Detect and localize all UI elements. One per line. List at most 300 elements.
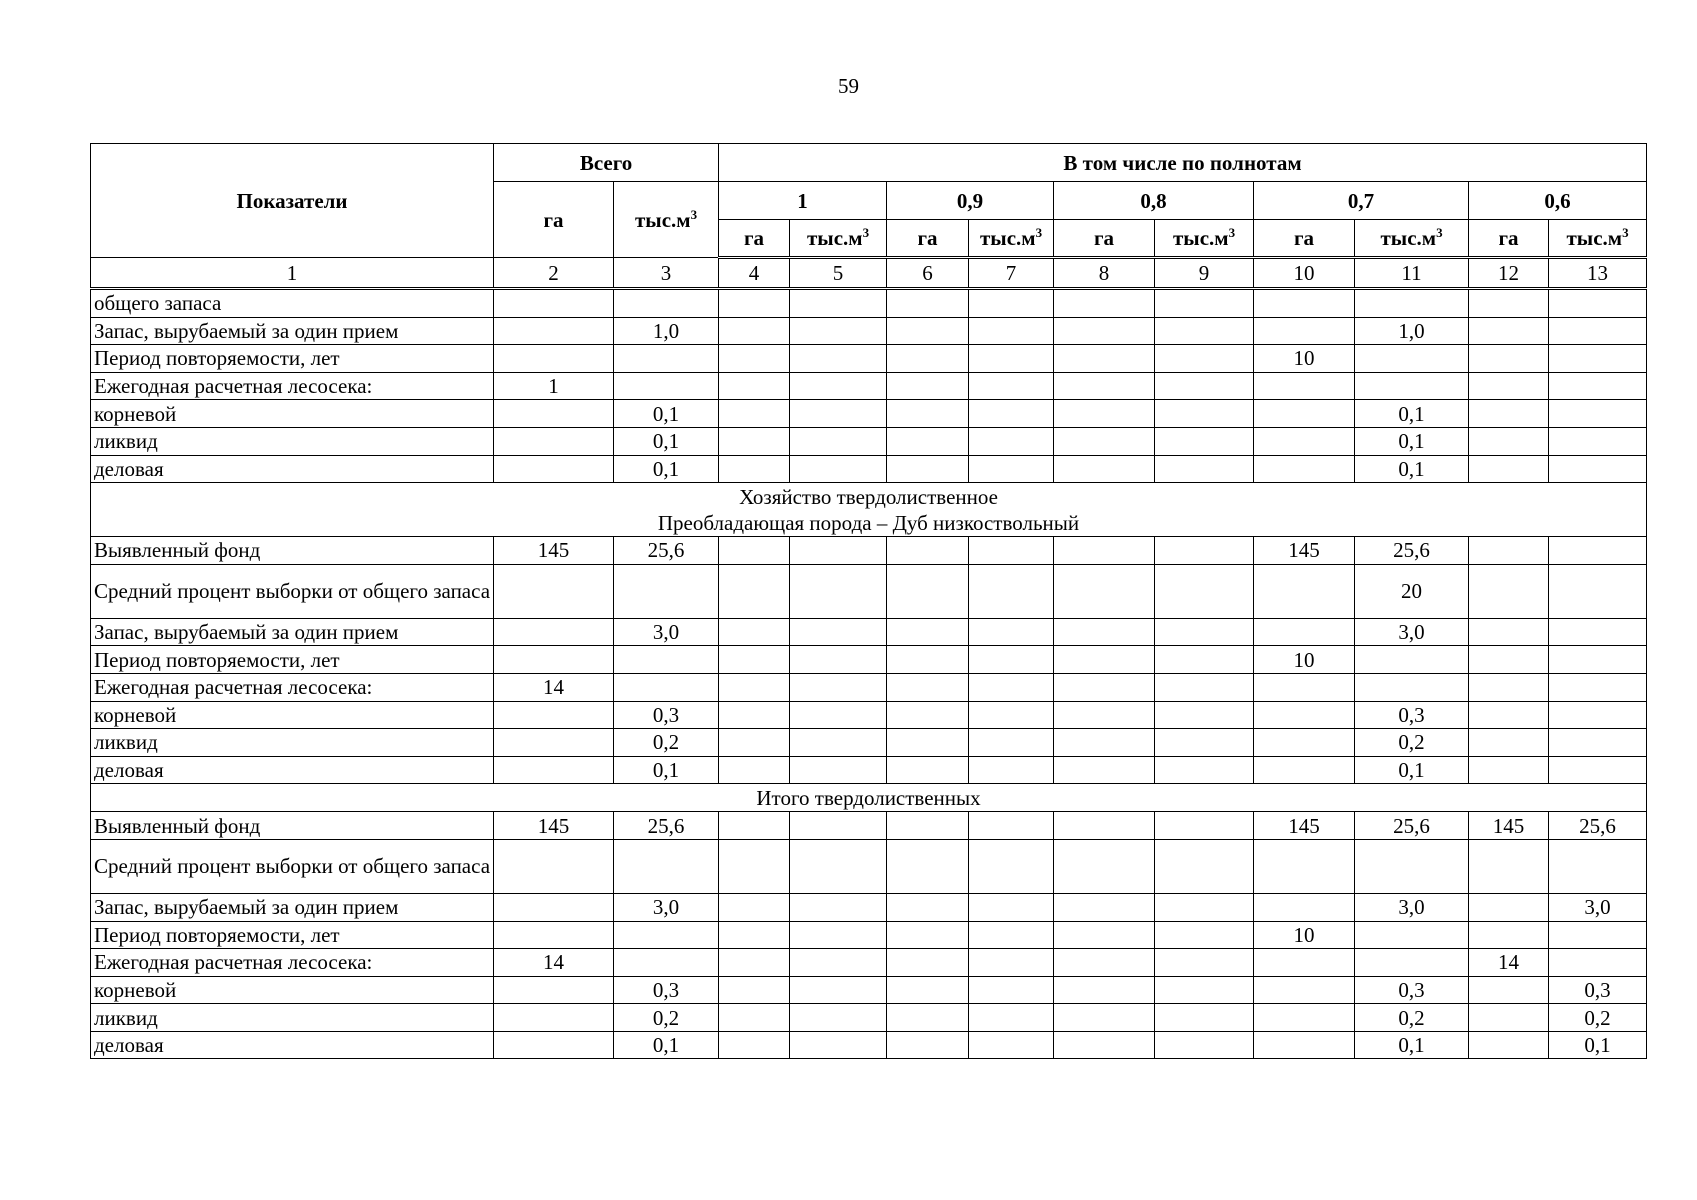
table-cell — [614, 921, 719, 949]
table-cell — [969, 345, 1054, 373]
unit-m3-header: $тыс.м^3$ — [1355, 220, 1469, 258]
table-cell — [790, 893, 887, 921]
table-cell — [1469, 729, 1549, 757]
table-cell — [1054, 646, 1155, 674]
table-cell — [790, 400, 887, 428]
column-number: 11 — [1355, 258, 1469, 289]
column-number: 7 — [969, 258, 1054, 289]
table-cell — [1469, 839, 1549, 893]
table-cell — [1549, 673, 1647, 701]
table-cell — [887, 839, 969, 893]
table-cell — [790, 729, 887, 757]
density-header: 0,9 — [887, 182, 1054, 220]
table-cell — [887, 400, 969, 428]
by-density-header: В том числе по полнотам — [719, 144, 1647, 182]
table-cell — [1254, 839, 1355, 893]
table-row — [91, 1004, 1647, 1032]
table-row — [91, 564, 1647, 618]
unit-ha-header: га — [1254, 220, 1355, 258]
table-cell — [1469, 427, 1549, 455]
table-cell — [1549, 400, 1647, 428]
row-label: Выявленный фонд — [91, 812, 494, 840]
table-cell — [1155, 729, 1254, 757]
table-cell — [719, 756, 790, 784]
table-cell — [1549, 949, 1647, 977]
table-cell — [969, 921, 1054, 949]
column-number: 1 — [91, 258, 494, 289]
table-cell: 0,1 — [614, 1031, 719, 1059]
table-cell — [1254, 893, 1355, 921]
total-header: Всего — [494, 144, 719, 182]
table-cell — [1155, 618, 1254, 646]
table-cell — [719, 1004, 790, 1032]
table-cell — [1054, 372, 1155, 400]
table-cell: 0,3 — [1549, 976, 1647, 1004]
table-cell — [1549, 839, 1647, 893]
table-cell — [494, 921, 614, 949]
table-cell — [887, 756, 969, 784]
section-title-line: Преобладающая порода – Дуб низкоствольный — [657, 510, 1080, 535]
table-cell — [494, 893, 614, 921]
table-cell — [790, 1031, 887, 1059]
table-cell — [1054, 729, 1155, 757]
table-cell — [494, 756, 614, 784]
table-cell — [719, 949, 790, 977]
table-cell — [887, 729, 969, 757]
section-title — [91, 784, 1647, 812]
column-number: 2 — [494, 258, 614, 289]
unit-ha-header: га — [887, 220, 969, 258]
table-cell — [494, 400, 614, 428]
unit-m3-header: $тыс.м^3$ — [790, 220, 887, 258]
table-cell — [719, 729, 790, 757]
table-cell: 14 — [1469, 949, 1549, 977]
column-number: 3 — [614, 258, 719, 289]
table-row — [91, 345, 1647, 373]
table-cell — [1469, 673, 1549, 701]
table-cell — [1355, 372, 1469, 400]
table-cell — [887, 701, 969, 729]
table-cell — [969, 289, 1054, 318]
row-label: деловая — [91, 455, 494, 483]
table-cell — [790, 345, 887, 373]
table-cell — [887, 976, 969, 1004]
row-label: Средний процент выборки от общего запаса — [91, 839, 494, 893]
table-cell: 20 — [1355, 564, 1469, 618]
table-cell — [1254, 756, 1355, 784]
table-cell — [887, 455, 969, 483]
table-cell: 1,0 — [1355, 317, 1469, 345]
table-cell — [887, 427, 969, 455]
table-cell — [1155, 400, 1254, 428]
table-cell — [494, 1004, 614, 1032]
table-cell — [1155, 564, 1254, 618]
table-cell — [1155, 455, 1254, 483]
table-cell — [1549, 372, 1647, 400]
table-cell — [790, 289, 887, 318]
table-cell — [1155, 427, 1254, 455]
row-label: ликвид — [91, 729, 494, 757]
table-cell: 0,1 — [1355, 455, 1469, 483]
column-number: 6 — [887, 258, 969, 289]
column-number: 12 — [1469, 258, 1549, 289]
table-cell — [1054, 537, 1155, 565]
row-label: Ежегодная расчетная лесосека: — [91, 673, 494, 701]
column-number: 4 — [719, 258, 790, 289]
table-cell — [1155, 1004, 1254, 1032]
table-cell — [1254, 564, 1355, 618]
table-cell — [887, 646, 969, 674]
column-number-row — [91, 258, 1647, 289]
total-m3-header: $тыс.м^3$ — [614, 182, 719, 258]
table-cell — [887, 1031, 969, 1059]
table-cell — [1254, 317, 1355, 345]
row-label: Запас, вырубаемый за один прием — [91, 618, 494, 646]
table-cell — [1155, 921, 1254, 949]
table-cell: 0,1 — [1355, 427, 1469, 455]
table-row — [91, 1031, 1647, 1059]
table-cell — [969, 812, 1054, 840]
table-cell — [719, 893, 790, 921]
table-cell — [790, 673, 887, 701]
table-cell: 0,1 — [1355, 1031, 1469, 1059]
table-cell — [1549, 921, 1647, 949]
table-row — [91, 618, 1647, 646]
table-cell: 3,0 — [614, 618, 719, 646]
table-cell — [969, 893, 1054, 921]
table-cell — [790, 646, 887, 674]
table-cell: 145 — [1469, 812, 1549, 840]
table-cell — [1355, 646, 1469, 674]
column-number: 9 — [1155, 258, 1254, 289]
table-cell — [969, 537, 1054, 565]
table-cell — [494, 455, 614, 483]
row-label: деловая — [91, 1031, 494, 1059]
table-cell — [1549, 289, 1647, 318]
table-cell — [790, 317, 887, 345]
table-cell — [494, 618, 614, 646]
table-cell — [1549, 646, 1647, 674]
table-cell — [719, 455, 790, 483]
row-label: корневой — [91, 976, 494, 1004]
table-cell — [790, 372, 887, 400]
table-cell: 145 — [1254, 537, 1355, 565]
table-cell — [1054, 317, 1155, 345]
table-cell — [887, 893, 969, 921]
column-number: 8 — [1054, 258, 1155, 289]
section-title — [91, 483, 1647, 537]
table-cell: 25,6 — [1355, 537, 1469, 565]
table-cell — [1054, 812, 1155, 840]
table-cell — [1054, 921, 1155, 949]
row-label: корневой — [91, 400, 494, 428]
table-cell — [1254, 1031, 1355, 1059]
table-cell — [887, 949, 969, 977]
table-cell — [1054, 839, 1155, 893]
table-row — [91, 537, 1647, 565]
table-cell — [719, 372, 790, 400]
table-cell — [1469, 289, 1549, 318]
table-cell: 145 — [494, 812, 614, 840]
table-cell — [969, 372, 1054, 400]
table-cell — [719, 646, 790, 674]
table-cell — [1469, 1004, 1549, 1032]
table-cell — [1155, 976, 1254, 1004]
table-cell — [1254, 400, 1355, 428]
table-cell — [1254, 427, 1355, 455]
table-row — [91, 289, 1647, 318]
table-cell — [719, 537, 790, 565]
table-cell — [790, 618, 887, 646]
table-cell — [719, 701, 790, 729]
table-cell — [1155, 1031, 1254, 1059]
table-cell — [1355, 949, 1469, 977]
table-cell — [1469, 345, 1549, 373]
unit-ha-header: га — [1054, 220, 1155, 258]
table-row — [91, 673, 1647, 701]
forest-indicators-table — [90, 143, 1647, 1059]
table-cell — [1549, 537, 1647, 565]
table-cell: 145 — [494, 537, 614, 565]
row-label: Ежегодная расчетная лесосека: — [91, 949, 494, 977]
table-row — [91, 372, 1647, 400]
table-cell — [887, 618, 969, 646]
table-cell — [719, 618, 790, 646]
table-cell — [1549, 701, 1647, 729]
table-cell — [1469, 893, 1549, 921]
table-cell — [494, 345, 614, 373]
table-cell — [494, 976, 614, 1004]
table-cell — [1355, 839, 1469, 893]
table-cell — [1254, 976, 1355, 1004]
table-cell — [719, 673, 790, 701]
table-cell: 145 — [1254, 812, 1355, 840]
table-cell — [969, 839, 1054, 893]
table-cell — [969, 729, 1054, 757]
table-cell — [494, 427, 614, 455]
table-cell — [614, 345, 719, 373]
table-cell: 14 — [494, 673, 614, 701]
table-cell: 1,0 — [614, 317, 719, 345]
row-label: Ежегодная расчетная лесосека: — [91, 372, 494, 400]
table-cell — [614, 372, 719, 400]
row-label: общего запаса — [91, 289, 494, 318]
table-cell — [1254, 673, 1355, 701]
table-cell — [719, 812, 790, 840]
table-cell — [969, 317, 1054, 345]
unit-m3-header: $тыс.м^3$ — [1549, 220, 1647, 258]
table-cell — [1469, 537, 1549, 565]
table-row — [91, 646, 1647, 674]
section-title-row — [91, 784, 1647, 812]
table-cell — [1054, 673, 1155, 701]
table-cell — [614, 564, 719, 618]
unit-m3-header: $тыс.м^3$ — [1155, 220, 1254, 258]
page-number: 59 — [838, 74, 859, 98]
table-cell — [1549, 427, 1647, 455]
table-cell — [969, 564, 1054, 618]
table-row — [91, 839, 1647, 893]
table-cell — [790, 921, 887, 949]
row-label: Средний процент выборки от общего запаса — [91, 564, 494, 618]
table-cell — [1355, 345, 1469, 373]
table-cell — [1054, 455, 1155, 483]
table-cell — [1549, 345, 1647, 373]
table-cell — [790, 976, 887, 1004]
table-cell — [1155, 537, 1254, 565]
table-cell — [494, 701, 614, 729]
table-cell: 0,1 — [614, 427, 719, 455]
table-cell: 1 — [494, 372, 614, 400]
table-cell: 0,3 — [1355, 976, 1469, 1004]
table-row — [91, 812, 1647, 840]
unit-m3-header: $тыс.м^3$ — [969, 220, 1054, 258]
table-cell — [494, 1031, 614, 1059]
table-cell: 10 — [1254, 646, 1355, 674]
table-cell — [969, 427, 1054, 455]
row-label: Период повторяемости, лет — [91, 646, 494, 674]
table-cell — [887, 345, 969, 373]
table-cell — [1254, 372, 1355, 400]
table-cell — [1155, 756, 1254, 784]
table-cell — [969, 976, 1054, 1004]
total-ha-header: га — [494, 182, 614, 258]
table-cell — [1469, 701, 1549, 729]
row-label: Запас, вырубаемый за один прием — [91, 893, 494, 921]
table-cell — [1155, 812, 1254, 840]
table-cell — [1155, 345, 1254, 373]
table-cell — [494, 564, 614, 618]
table-cell — [494, 646, 614, 674]
table-cell — [1469, 646, 1549, 674]
row-label: Запас, вырубаемый за один прием — [91, 317, 494, 345]
table-cell — [969, 673, 1054, 701]
table-cell — [1469, 976, 1549, 1004]
table-cell — [1054, 345, 1155, 373]
table-cell — [790, 537, 887, 565]
table-row — [91, 400, 1647, 428]
table-cell — [1054, 618, 1155, 646]
table-row — [91, 729, 1647, 757]
table-cell — [1469, 372, 1549, 400]
table-cell — [1469, 618, 1549, 646]
table-row — [91, 921, 1647, 949]
table-cell — [790, 812, 887, 840]
table-cell — [1054, 289, 1155, 318]
table-cell: 0,1 — [614, 455, 719, 483]
density-header: 0,7 — [1254, 182, 1469, 220]
table-cell — [1155, 646, 1254, 674]
row-label: Период повторяемости, лет — [91, 345, 494, 373]
table-cell — [790, 949, 887, 977]
table-cell — [494, 289, 614, 318]
table-cell — [790, 564, 887, 618]
table-row — [91, 949, 1647, 977]
table-cell: 14 — [494, 949, 614, 977]
row-label: деловая — [91, 756, 494, 784]
table-cell — [790, 427, 887, 455]
table-cell — [1549, 618, 1647, 646]
table-row — [91, 976, 1647, 1004]
table-cell — [719, 317, 790, 345]
table-row — [91, 756, 1647, 784]
table-cell — [1469, 455, 1549, 483]
table-cell — [1254, 1004, 1355, 1032]
density-header: 0,8 — [1054, 182, 1254, 220]
table-cell — [1469, 756, 1549, 784]
table-cell: 10 — [1254, 345, 1355, 373]
table-cell — [1054, 427, 1155, 455]
table-cell — [719, 345, 790, 373]
table-cell — [790, 1004, 887, 1032]
table-cell: 0,3 — [614, 976, 719, 1004]
table-cell — [494, 839, 614, 893]
table-cell — [790, 455, 887, 483]
column-number: 10 — [1254, 258, 1355, 289]
table-cell — [614, 289, 719, 318]
table-cell — [494, 317, 614, 345]
table-cell — [969, 701, 1054, 729]
table-cell — [887, 812, 969, 840]
table-cell: 0,2 — [1549, 1004, 1647, 1032]
table-cell: 0,2 — [1355, 729, 1469, 757]
table-cell: 3,0 — [1355, 893, 1469, 921]
table-cell — [969, 618, 1054, 646]
table-cell — [1469, 317, 1549, 345]
density-header: 0,6 — [1469, 182, 1647, 220]
table-cell: 0,1 — [1355, 756, 1469, 784]
table-cell — [1054, 756, 1155, 784]
table-cell — [1155, 289, 1254, 318]
table-cell — [614, 949, 719, 977]
table-cell — [887, 289, 969, 318]
table-cell — [719, 839, 790, 893]
table-cell: 0,2 — [614, 729, 719, 757]
table-cell — [1355, 289, 1469, 318]
row-label: Период повторяемости, лет — [91, 921, 494, 949]
table-cell — [1155, 317, 1254, 345]
table-cell — [790, 756, 887, 784]
row-label: Выявленный фонд — [91, 537, 494, 565]
table-cell — [1254, 618, 1355, 646]
table-cell: 0,2 — [1355, 1004, 1469, 1032]
column-number: 5 — [790, 258, 887, 289]
table-cell — [969, 455, 1054, 483]
table-cell — [1469, 1031, 1549, 1059]
table-cell — [1549, 455, 1647, 483]
table-cell — [1355, 921, 1469, 949]
table-cell: 25,6 — [614, 537, 719, 565]
table-cell — [790, 701, 887, 729]
table-cell — [1549, 564, 1647, 618]
table-cell: 0,3 — [614, 701, 719, 729]
table-body — [91, 289, 1647, 1059]
table-cell — [969, 949, 1054, 977]
table-cell — [494, 729, 614, 757]
table-cell — [969, 756, 1054, 784]
table-cell — [719, 564, 790, 618]
section-title-row — [91, 483, 1647, 537]
table-cell — [1054, 1004, 1155, 1032]
table-cell: 0,1 — [1549, 1031, 1647, 1059]
table-cell — [1155, 893, 1254, 921]
table-cell — [969, 1004, 1054, 1032]
table-cell — [887, 537, 969, 565]
table-cell — [790, 839, 887, 893]
table-cell — [719, 921, 790, 949]
table-cell — [1254, 455, 1355, 483]
table-cell — [887, 921, 969, 949]
